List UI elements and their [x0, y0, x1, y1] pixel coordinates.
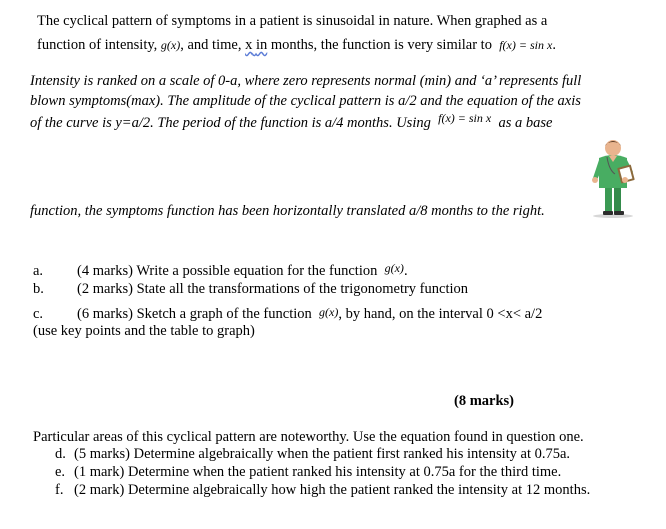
intro-text: months, the function is very similar to [270, 37, 492, 53]
section-intro: Particular areas of this cyclical pattern are noteworthy. Use the equation found in question one. [33, 429, 584, 445]
question-label-b: b. [33, 281, 44, 297]
scale-text: of the curve is y=a/2. The period of the function is a/4 months. Using [30, 115, 431, 131]
question-c-note: (use key points and the table to graph) [33, 323, 255, 339]
question-e: (1 mark) Determine when the patient ranked his intensity at 0.75a for the third time. [74, 464, 562, 480]
doctor-with-clipboard-icon [585, 136, 641, 218]
question-text: , by hand, on the interval 0 <x< a/2 [338, 306, 543, 322]
question-b: (2 marks) State all the transformations of the trigonometry function [77, 281, 468, 297]
question-d: (5 marks) Determine algebraically when the patient first ranked his intensity at 0.75a. [74, 446, 571, 462]
question-c [77, 305, 542, 323]
question-label-d: d. [55, 446, 66, 462]
period: . [552, 37, 556, 53]
intro-line-2 [37, 36, 556, 54]
period: . [403, 263, 408, 279]
g-of-x-math: g(x) [319, 305, 339, 319]
question-a [77, 262, 408, 280]
word-in: in [255, 37, 268, 53]
scale-text: as a base [498, 115, 553, 131]
question-f: (2 mark) Determine algebraically how high the patient ranked the intensity at 12 months. [74, 482, 591, 498]
scale-line-1: Intensity is ranked on a scale of 0-a, where zero represents normal (min) and ‘a’ represents full [30, 73, 582, 89]
spell-check-underline [245, 37, 267, 53]
question-label-e: e. [55, 464, 66, 480]
intro-text: function of intensity, [37, 37, 158, 53]
intro-line-1: The cyclical pattern of symptoms in a patient is sinusoidal in nature. When graphed as a [37, 13, 548, 29]
g-of-x-math: g(x) [384, 261, 404, 275]
g-of-x-math: g(x) [160, 38, 181, 52]
intro-text: , and time, [180, 37, 242, 53]
f-of-x-math: f(x) = sin x [438, 111, 492, 125]
variable-x: x [245, 37, 253, 53]
scale-line-2: blown symptoms(max). The amplitude of the cyclical pattern is a/2 and the equation of the axis [30, 93, 581, 109]
scale-line-3 [30, 111, 553, 132]
f-of-x-math: f(x) = sin x [499, 38, 553, 52]
question-label-f: f. [55, 482, 64, 498]
question-text: (4 marks) Write a possible equation for the function [77, 263, 378, 279]
question-label-a: a. [33, 263, 44, 279]
scale-line-4: function, the symptoms function has been horizontally translated a/8 months to the right. [30, 203, 545, 219]
question-text: (6 marks) Sketch a graph of the function [77, 306, 312, 322]
marks-total: (8 marks) [454, 393, 515, 409]
question-label-c: c. [33, 306, 44, 322]
